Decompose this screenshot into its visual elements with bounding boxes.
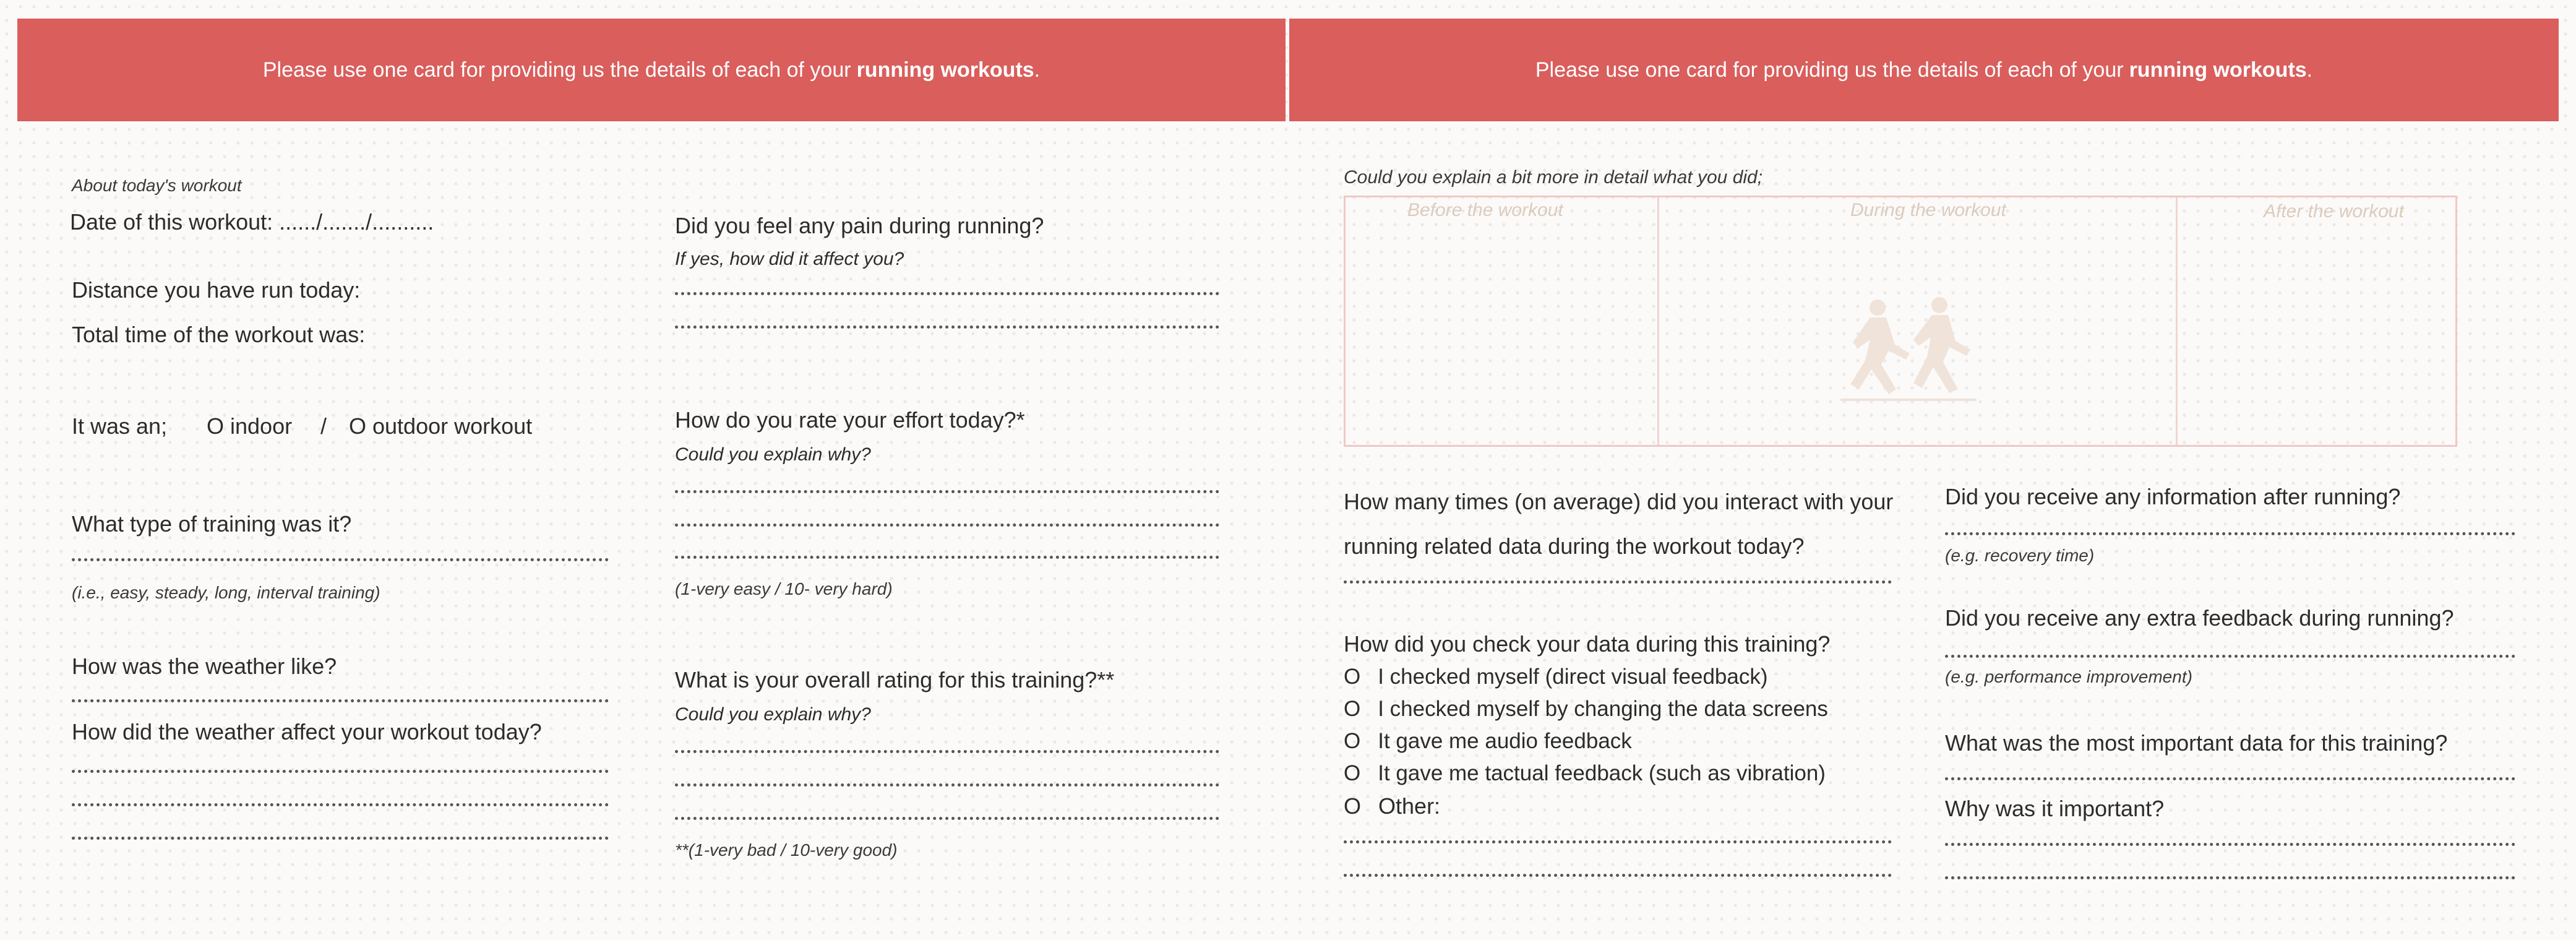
rating-field[interactable]: What is your overall rating for this training?** (675, 667, 1115, 692)
other-line-1[interactable] (1344, 840, 1892, 843)
effort-field[interactable]: How do you rate your effort today?* (675, 407, 1025, 433)
date-field[interactable]: Date of this workout: ....../......./.......... (70, 209, 434, 235)
extra-feedback-field[interactable]: Did you receive any extra feedback during running? (1945, 605, 2454, 631)
option-changing-screens[interactable]: O I checked myself by changing the data screens (1344, 697, 1828, 721)
info-after-line[interactable] (1945, 532, 2515, 535)
pain-followup-field[interactable]: If yes, how did it affect you? (675, 249, 904, 269)
rating-scale: **(1-very bad / 10-very good) (675, 840, 898, 860)
effort-line-3[interactable] (675, 556, 1219, 559)
col-after-workout: After the workout (2264, 201, 2404, 222)
weather-field[interactable]: How was the weather like? (72, 653, 337, 679)
weather-affect-line-2[interactable] (72, 803, 609, 806)
other-line-2[interactable] (1344, 874, 1892, 877)
left-header: Please use one card for providing us the details of each of your running workouts . (17, 19, 1286, 121)
option-tactual-feedback[interactable]: O It gave me tactual feedback (such as vibration) (1344, 761, 1826, 785)
right-header: Please use one card for providing us the details of each of your running workouts . (1289, 19, 2559, 121)
option-separator: / (320, 413, 327, 439)
effort-explain-field[interactable]: Could you explain why? (675, 444, 871, 465)
rating-explain-field[interactable]: Could you explain why? (675, 704, 871, 725)
section-label: About today's workout (72, 176, 242, 195)
grid-divider-1 (1657, 197, 1659, 445)
left-card (17, 19, 1286, 928)
outdoor-option[interactable]: O outdoor workout (349, 413, 533, 439)
effort-scale: (1-very easy / 10- very hard) (675, 579, 893, 598)
weather-line[interactable] (72, 699, 609, 702)
col-before-workout: Before the workout (1407, 200, 1563, 220)
option-other[interactable]: O Other: (1344, 793, 1441, 819)
extra-feedback-line[interactable] (1945, 655, 2515, 658)
interact-field[interactable]: running related data during the workout today? (1344, 533, 1805, 559)
interact-question-line1: How many times (on average) did you interact with your (1344, 489, 1894, 514)
option-direct-visual[interactable]: O I checked myself (direct visual feedback) (1344, 665, 1768, 689)
option-audio-feedback[interactable]: O It gave me audio feedback (1344, 729, 1632, 753)
effort-line-2[interactable] (675, 524, 1219, 527)
info-after-hint: (e.g. recovery time) (1945, 546, 2095, 565)
col-during-workout: During the workout (1850, 200, 2006, 220)
pain-line-2[interactable] (675, 326, 1219, 329)
rating-line-1[interactable] (675, 750, 1219, 753)
why-important-line-2[interactable] (1945, 876, 2515, 879)
training-type-line[interactable] (72, 558, 609, 561)
right-card (1289, 19, 2559, 928)
important-data-field[interactable]: What was the most important data for this training? (1945, 730, 2448, 756)
running-figures-icon (1834, 296, 1983, 408)
activity-grid[interactable] (1344, 196, 2457, 447)
why-important-field[interactable]: Why was it important? (1945, 796, 2165, 821)
effort-line-1[interactable] (675, 490, 1219, 493)
weather-affect-label: How did the weather affect your workout today? (72, 719, 542, 744)
why-important-line-1[interactable] (1945, 843, 2515, 846)
extra-feedback-hint: (e.g. performance improvement) (1945, 667, 2192, 686)
pain-field[interactable]: Did you feel any pain during running? (675, 213, 1044, 238)
location-prefix: It was an; (72, 413, 168, 439)
total-time-field[interactable]: Total time of the workout was: (72, 322, 366, 347)
important-data-line[interactable] (1945, 777, 2515, 780)
training-type-field[interactable]: What type of training was it? (72, 511, 352, 537)
interact-line[interactable] (1344, 580, 1892, 584)
distance-field[interactable]: Distance you have run today: (72, 277, 361, 303)
pain-line-1[interactable] (675, 292, 1219, 295)
info-after-field[interactable]: Did you receive any information after running? (1945, 484, 2401, 509)
indoor-option[interactable]: O indoor (207, 413, 293, 439)
check-data-label: How did you check your data during this training? (1344, 631, 1831, 657)
rating-line-2[interactable] (675, 783, 1219, 787)
training-type-hint: (i.e., easy, steady, long, interval training) (72, 583, 380, 602)
rating-line-3[interactable] (675, 817, 1219, 820)
explain-label: Could you explain a bit more in detail what you did; (1344, 167, 1763, 188)
grid-divider-2 (2176, 197, 2178, 445)
weather-affect-line-1[interactable] (72, 770, 609, 773)
weather-affect-line-3[interactable] (72, 837, 609, 840)
